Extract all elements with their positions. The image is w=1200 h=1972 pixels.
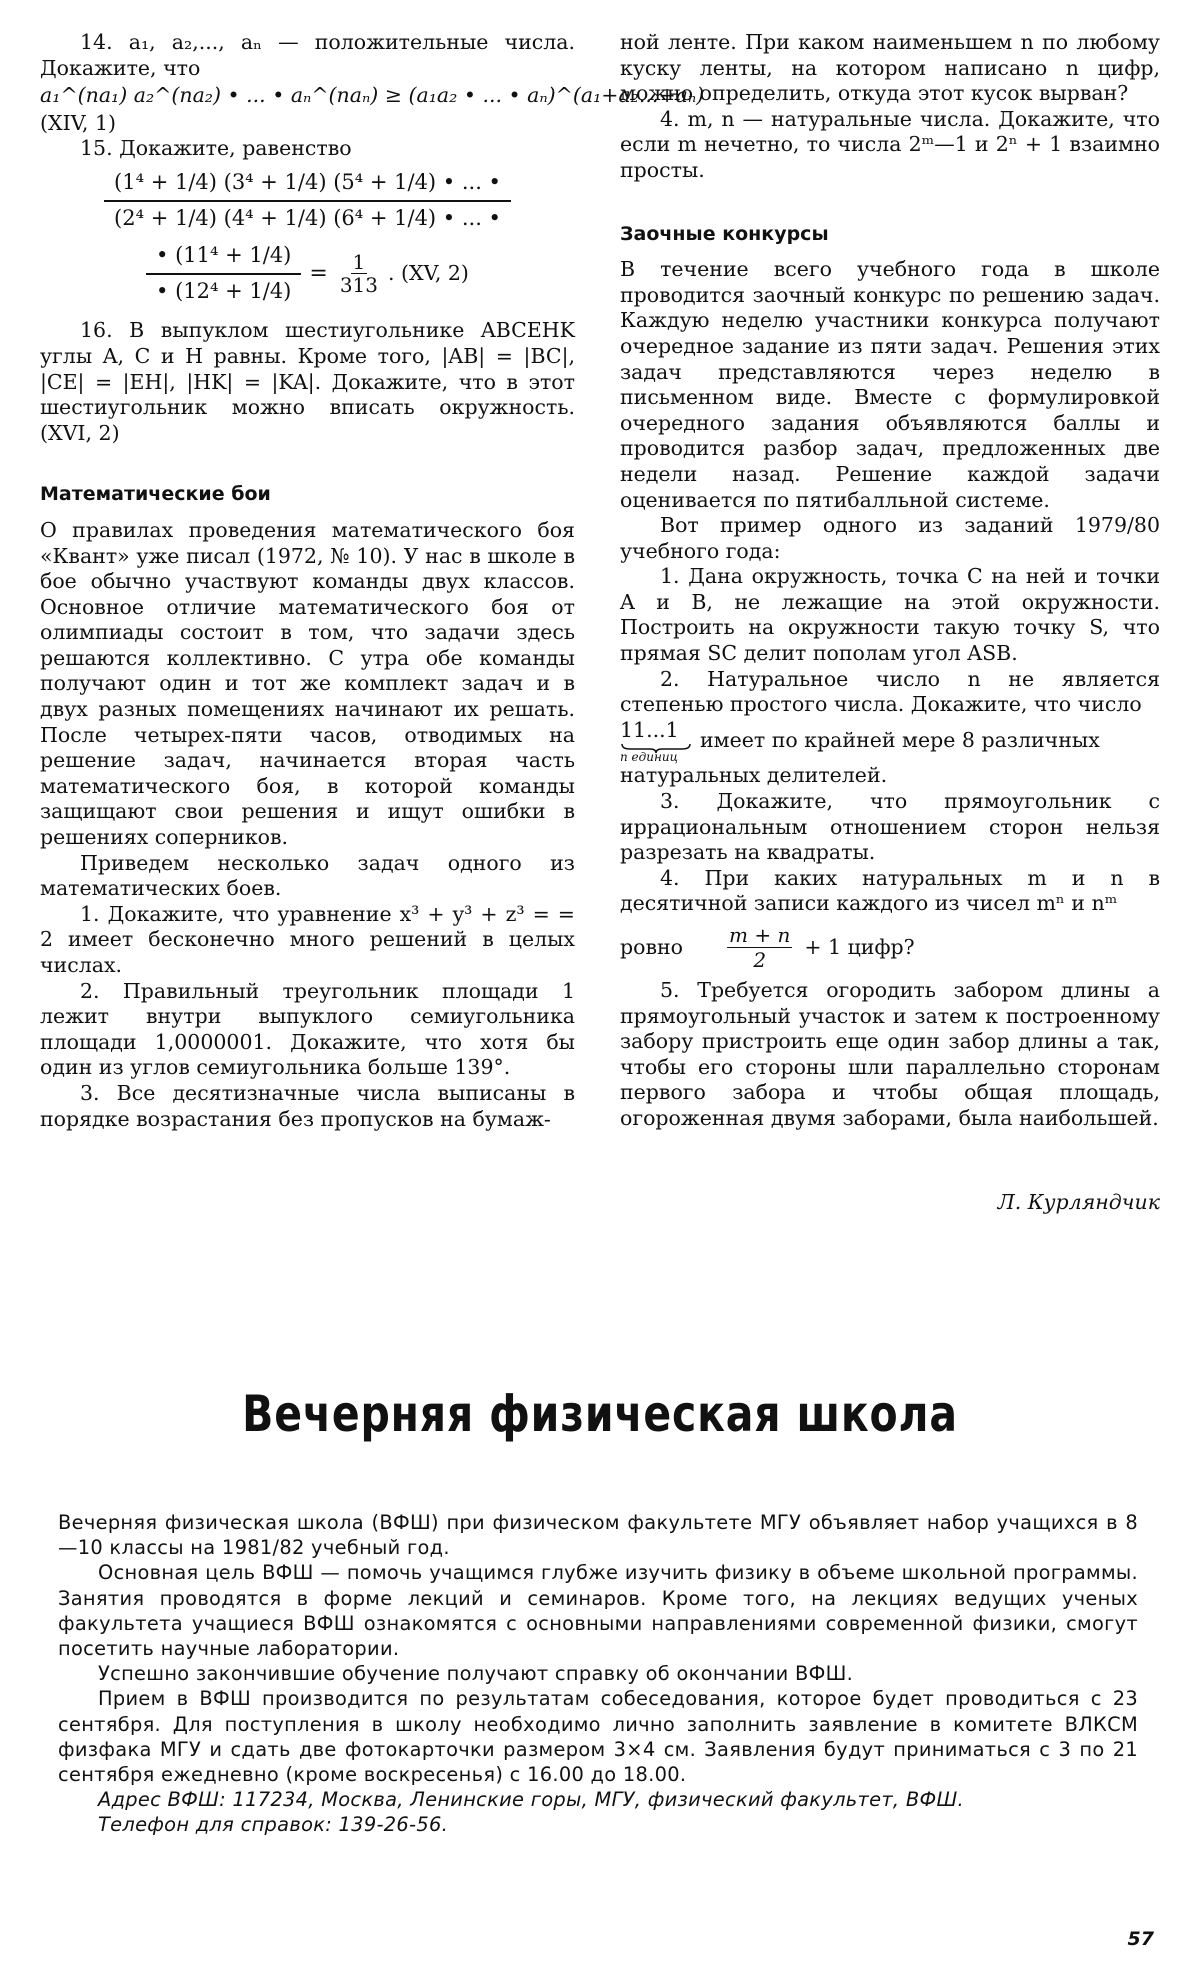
contest-task-4-tail: + 1 цифр? xyxy=(804,934,915,959)
author-signature: Л. Курляндчик xyxy=(997,1189,1160,1214)
battle-task-3: 3. Все десятизначные числа выписаны в порядке возрастания без пропусков на бумаж- xyxy=(40,1080,575,1131)
contest-task-2b: имеет по крайней мере 8 различных xyxy=(700,727,1100,752)
contest-task-2a: 2. Натуральное число n не является степенью простого числа. Докажите, что число xyxy=(620,666,1160,717)
problem-16-text: 16. В выпуклом шестиугольнике ABCEHK углы A, C и H равны. Кроме того, |AB| = |BC|, |CE| = |EH|, |HK| = |KA|. Докажите, что в этот шестиугольник можно вписать окружность. (XVI, 2) xyxy=(40,318,575,445)
formula-fraction-1 xyxy=(104,166,511,235)
contest-task-4-fraction xyxy=(727,923,792,972)
battle-task-3-continued: ной ленте. При каком наименьшем n по любому куску ленты, на котором написано n цифр, можно определить, откуда этот кусок вырван? xyxy=(620,30,1160,106)
school-paragraph-2: Основная цель ВФШ — помочь учащимся глубже изучить физику в объеме школьной программы. Занятия проводятся в форме лекций и семинаров. Кроме того, на лекциях ведущих ученых факультета учащиеся ВФШ ознакомятся с основными направлениями современной физики, смогут посетить научные лаборатории. xyxy=(58,1561,1138,1661)
formula-numerator-2: • (11⁴ + 1/4) xyxy=(146,239,301,275)
battle-task-2: 2. Правильный треугольник площади 1 лежит внутри выпуклого семиугольника площади 1,0000001. Докажите, что хотя бы один из углов семиугольника больше 139°. xyxy=(40,978,575,1080)
contest-task-5: 5. Требуется огородить забором длины a прямоугольный участок и затем к построенному забору пристроить еще один забор длины a так, чтобы его стороны шли параллельно сторонам первого забора и чтобы общая площадь, огороженная двумя заборами, была наибольшей. xyxy=(620,978,1160,1130)
formula-fraction-2 xyxy=(146,239,301,308)
school-paragraph-1: Вечерняя физическая школа (ВФШ) при физическом факультете МГУ объявляет набор учащихся в 8—10 классы на 1981/82 учебный год. xyxy=(58,1511,1138,1560)
contest-task-3: 3. Докажите, что прямоугольник с иррациональным отношением сторон нельзя разрезать на квадраты. xyxy=(620,789,1160,865)
problem-14-text: 14. a₁, a₂,..., aₙ — положительные числа. Докажите, что xyxy=(40,30,575,80)
repunit-underbrace xyxy=(620,718,692,764)
formula-result xyxy=(338,251,380,296)
formula-equals: = xyxy=(309,260,328,286)
contest-task-2-number-line xyxy=(620,718,1160,764)
contests-lead: Вот пример одного из заданий 1979/80 учебного года: xyxy=(620,513,1160,563)
formula-numerator-1: (1⁴ + 1/4) (3⁴ + 1/4) (5⁴ + 1/4) • ... • xyxy=(104,166,511,202)
repunit-digits: 11...1 xyxy=(620,717,679,742)
contest-task-4-formula-line xyxy=(620,923,1160,972)
problem-15-formula-1 xyxy=(40,166,575,235)
contest-task-4-denominator: 2 xyxy=(753,948,767,972)
formula-denominator-2: • (12⁴ + 1/4) xyxy=(156,278,292,303)
problem-15-ref: . (XV, 2) xyxy=(388,260,469,285)
section-heading-contests: Заочные конкурсы xyxy=(620,222,829,245)
contest-task-2c: натуральных делителей. xyxy=(620,763,888,788)
problem-14-formula: a₁^(na₁) a₂^(na₂) • ... • aₙ^(naₙ) ≥ (a₁a₂ • ... • aₙ)^(a₁+a₂...+aₙ) xyxy=(40,83,705,108)
formula-result-numerator: 1 xyxy=(352,250,366,275)
school-paragraph-3: Успешно закончившие обучение получают справку об окончании ВФШ. xyxy=(98,1662,854,1686)
battle-task-4: 4. m, n — натуральные числа. Докажите, что если m нечетно, то числа 2ᵐ—1 и 2ⁿ + 1 взаимно просты. xyxy=(620,106,1160,182)
school-announcement xyxy=(58,1510,1138,1838)
school-address: Адрес ВФШ: 117234, Москва, Ленинские горы, МГУ, физический факультет, ВФШ. xyxy=(98,1788,964,1812)
battles-intro: О правилах проведения математического боя «Квант» уже писал (1972, № 10). У нас в школе в бое обычно участвуют команды двух классов. Основное отличие математического боя от олимпиады состоит в том, что задачи здесь решаются коллективно. С утра обе команды получают один и тот же комплект задач и в двух разных помещениях начинают их решать. После четырех-пяти часов, отводимых на решение задач, начинается вторая часть математического боя, в которой команды защищают свои решения и ищут ошибки в решениях соперников. xyxy=(40,517,575,850)
battle-task-1: 1. Докажите, что уравнение x³ + y³ + z³ = = 2 имеет бесконечно много решений в целых числах. xyxy=(40,901,575,977)
article-title: Вечерняя физическая школа xyxy=(242,1385,958,1443)
right-column xyxy=(620,30,1160,1215)
contest-task-1: 1. Дана окружность, точка C на ней и точки A и B, не лежащие на этой окружности. Построить на окружности такую точку S, что прямая SC делит пополам угол ASB. xyxy=(620,564,1160,666)
formula-result-denominator: 313 xyxy=(339,273,379,298)
repunit-note: n единиц xyxy=(620,750,678,765)
problem-14-ref: (XIV, 1) xyxy=(40,110,116,135)
formula-denominator-1: (2⁴ + 1/4) (4⁴ + 1/4) (6⁴ + 1/4) • ... • xyxy=(114,205,501,230)
contest-task-4a: 4. При каких натуральных m и n в десятичной записи каждого из чисел mⁿ и nᵐ xyxy=(620,865,1160,916)
contest-task-4-rovno: ровно xyxy=(620,934,684,959)
problem-15-text: 15. Докажите, равенство xyxy=(80,136,352,161)
contests-intro: В течение всего учебного года в школе проводится заочный конкурс по решению задач. Каждую неделю участники конкурса получают очередное задание из пяти задач. Решения этих задач представляются через неделю в письменном виде. Вместе с формулировкой очередного задания объявляются баллы и проводится разбор задач, предложенных две недели назад. Решение каждой задачи оценивается по пятибалльной системе. xyxy=(620,257,1160,512)
battles-lead: Приведем несколько задач одного из математических боев. xyxy=(40,850,575,901)
school-paragraph-4: Прием в ВФШ производится по результатам собеседования, которое будет проводиться с 23 сентября. Для поступления в школу необходимо лично заполнить заявление в комитете ВЛКСМ физфака МГУ и сдать две фотокарточки размером 3×4 см. Заявления будут приниматься с 3 по 21 сентября ежедневно (кроме воскресенья) с 16.00 до 18.00. xyxy=(58,1687,1138,1787)
school-phone: Телефон для справок: 139-26-56. xyxy=(98,1813,449,1837)
section-heading-battles: Математические бои xyxy=(40,483,271,506)
contest-task-4-numerator: m + n xyxy=(729,923,791,947)
problem-15-formula-2 xyxy=(40,239,575,308)
page-number: 57 xyxy=(1127,1928,1154,1950)
